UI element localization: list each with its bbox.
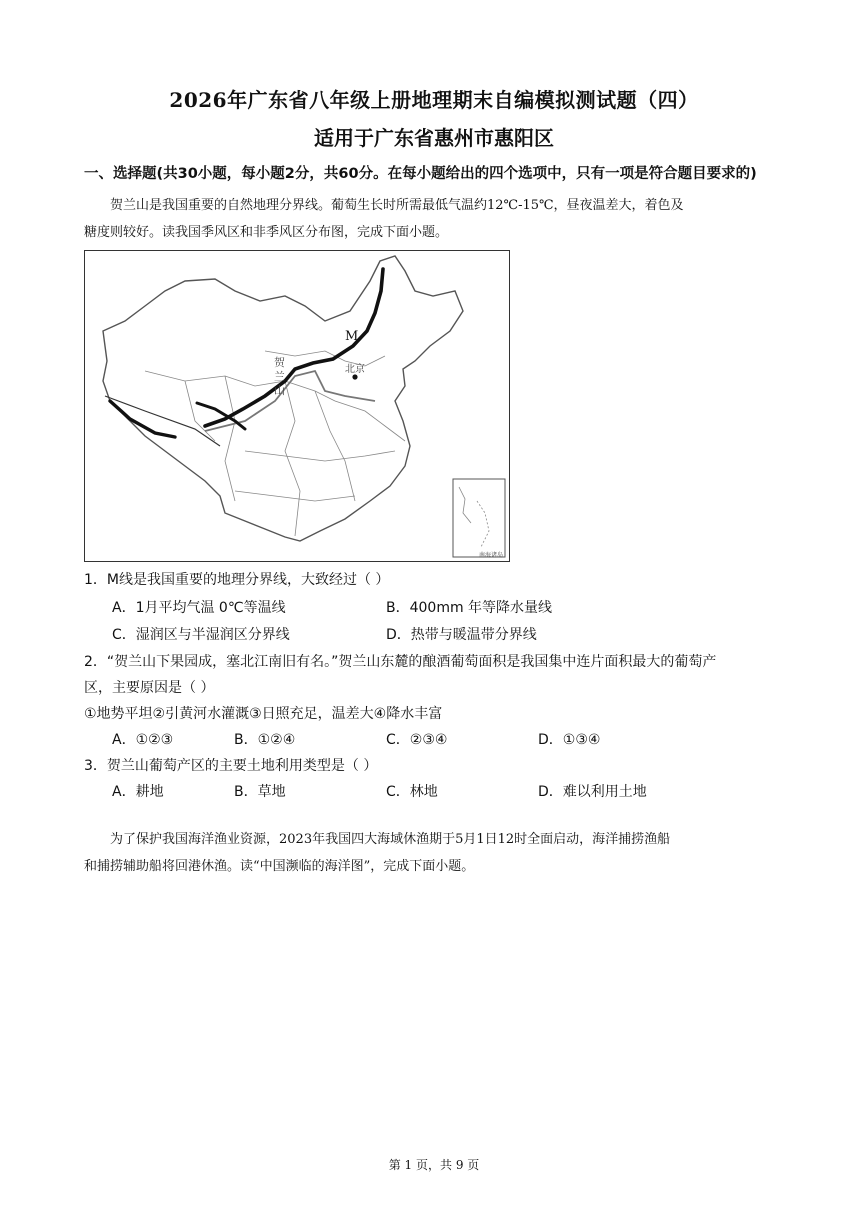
question-3-option-a: A．耕地 [112, 784, 164, 800]
question-1-option-c: C．湿润区与半湿润区分界线 [112, 627, 290, 643]
question-3-option-d: D．难以利用土地 [538, 784, 647, 800]
question-2-stem-cont: 区，主要原因是（ ） [84, 680, 215, 696]
question-1-option-b: B．400mm 年等降水量线 [386, 600, 553, 616]
question-2-option-a: A．①②③ [112, 732, 174, 748]
china-map-outline [85, 251, 509, 561]
question-3-stem: 3．贺兰山葡萄产区的主要土地利用类型是（ ） [84, 758, 378, 774]
passage-1 [84, 192, 784, 246]
question-1-option-d: D．热带与暖温带分界线 [386, 627, 537, 643]
page-title: 2026年广东省八年级上册地理期末自编模拟测试题（四） [169, 88, 699, 112]
page-subtitle: 适用于广东省惠州市惠阳区 [314, 126, 554, 150]
passage-1-line-1: 贺兰山是我国重要的自然地理分界线。葡萄生长时所需最低气温约12℃-15℃，昼夜温差大，着色及 [110, 198, 684, 213]
question-2-option-d: D．①③④ [538, 732, 601, 748]
map-label-beijing: 北京 [345, 364, 365, 375]
question-3-option-c: C．林地 [386, 784, 438, 800]
map-label-helan-2: 兰 [274, 370, 285, 383]
question-2-choices: ①地势平坦②引黄河水灌溉③日照充足，温差大④降水丰富 [84, 706, 443, 722]
map-inset-label: 南海诸岛 [479, 552, 504, 559]
question-3-option-b: B．草地 [234, 784, 286, 800]
question-1-option-a: A．1月平均气温 0℃等温线 [112, 600, 286, 616]
section-heading: 一、选择题(共30小题，每小题2分，共60分。在每小题给出的四个选项中，只有一项是符合题目要求的) [84, 166, 757, 182]
passage-2-line-2: 和捕捞辅助船将回港休渔。读“中国濒临的海洋图”，完成下面小题。 [84, 859, 475, 874]
question-2-option-b: B．①②④ [234, 732, 296, 748]
map-label-helan-1: 贺 [274, 356, 285, 369]
question-2-stem: 2．“贺兰山下果园成，塞北江南旧有名。”贺兰山东麓的酿酒葡萄面积是我国集中连片面积最大的葡萄产 [84, 654, 717, 670]
passage-2-line-1: 为了保护我国海洋渔业资源，2023年我国四大海域休渔期于5月1日12时全面启动，海洋捕捞渔船 [110, 832, 671, 847]
question-1-stem: 1．M线是我国重要的地理分界线，大致经过（ ） [84, 572, 390, 588]
question-2-option-c: C．②③④ [386, 732, 448, 748]
map-label-m: M [345, 329, 359, 344]
passage-2 [84, 826, 784, 880]
page-footer: 第 1 页，共 9 页 [388, 1158, 480, 1172]
passage-1-line-2: 糖度则较好。读我国季风区和非季风区分布图，完成下面小题。 [84, 225, 449, 240]
monsoon-region-map [84, 250, 510, 562]
map-label-helan-3: 山 [274, 384, 285, 397]
